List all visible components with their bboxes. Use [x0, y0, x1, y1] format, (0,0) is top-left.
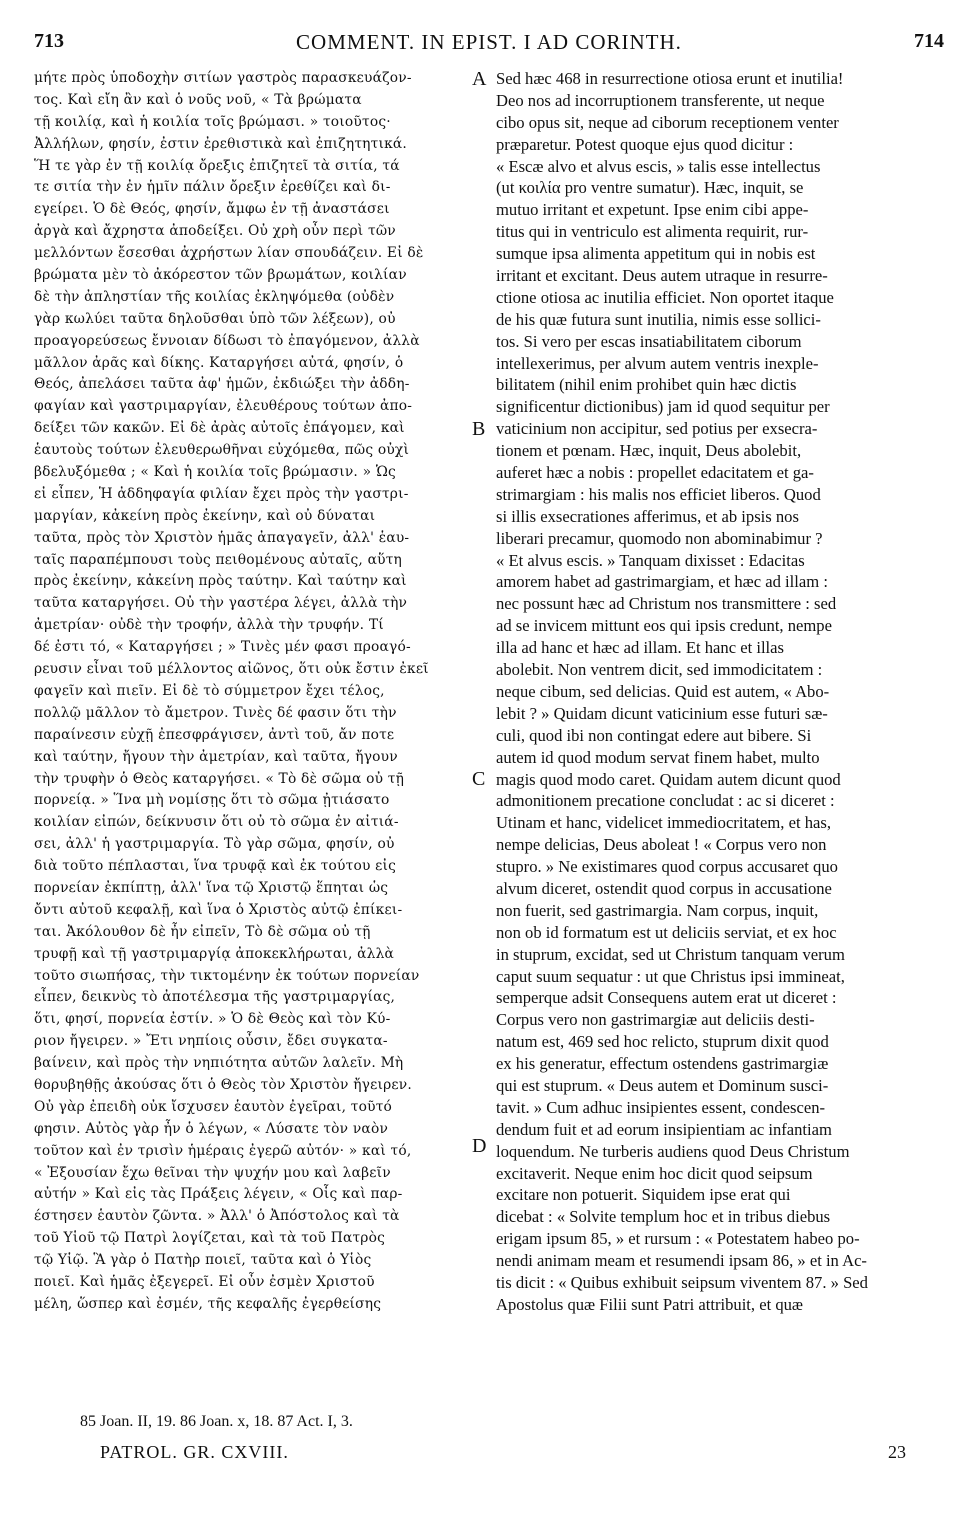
latin-text-line: si illis exsecrationes afferimus, et ab ipsis nos: [496, 506, 799, 526]
greek-text-line: ποιεῖ. Καὶ ἡμᾶς ἐξεγερεῖ. Εἰ οὖν ἐσμὲν Χριστοῦ: [34, 1273, 375, 1290]
latin-text-line: strimargiam : his malis nos efficiet liberos. Quod: [496, 484, 821, 504]
latin-text-line: bilitatem (nihil enim prohibet quin hæc dictis: [496, 375, 797, 395]
greek-text-line: ταῦτα καταργήσει. Οὐ τὴν γαστέρα λέγει, ἀλλὰ τὴν: [34, 595, 408, 612]
latin-text-line: semperque adsit Consequens autem erat ut diceret :: [496, 988, 837, 1008]
greek-text-line: Ἥ τε γὰρ ἐν τῇ κοιλίᾳ ὄρεξις ἐπιζητεῖ τὰ σιτία, τά: [34, 157, 400, 174]
latin-text-line: loquendum. Ne turberis audiens quod Deus Christum: [496, 1141, 850, 1161]
latin-text-line: qui est stuprum. « Deus autem et Dominum susci-: [496, 1075, 829, 1095]
latin-text-line: liberari precamur, quomodo non abominabimur ?: [496, 528, 823, 548]
running-title: COMMENT. IN EPIST. I AD CORINTH.: [296, 30, 682, 54]
greek-text-line: ἑαυτοὺς τούτων ἐλευθερωθῆναι εὐχόμεθα, πῶς οὐχὶ: [34, 442, 410, 459]
greek-text-line: αὐτήν » Καὶ εἰς τὰς Πράξεις λέγειν, « Οἷς καὶ παρ-: [34, 1186, 403, 1203]
running-header: [34, 30, 944, 60]
greek-text-line: τὴν τρυφὴν ὁ Θεὸς καταργήσει. « Τὸ δὲ σῶμα οὐ τῇ: [34, 770, 405, 787]
latin-text-line: titus qui in ventriculo est alimenta requirit, rur-: [496, 222, 809, 242]
greek-text-line: μελλόντων ἔσεσθαι ἀχρήστων λίαν σπουδάζειν. Εἰ δὲ: [34, 245, 424, 262]
greek-text-line: προαγορεύσεως ἔννοιαν δίδωσι τὸ ἐπαγόμενον, ἀλλὰ: [34, 332, 420, 349]
greek-text-line: ται. Ἀκόλουθον δὲ ἦν εἰπεῖν, Τὸ δὲ σῶμα οὐ τῇ: [34, 923, 371, 940]
latin-text-line: mutuo irritant et expetunt. Ipse enim cibi appe-: [496, 200, 809, 220]
latin-text-line: Apostolus quæ Filii sunt Patri attribuit, et quæ: [496, 1294, 804, 1314]
latin-text-line: Sed hæc 468 in resurrectione otiosa erunt et inutilia!: [496, 69, 844, 88]
greek-text-line: φαγίαν καὶ γαστριμαργίαν, ἐλευθέρους τούτων ἀπο-: [34, 398, 413, 415]
latin-text-line: in stuprum, excidat, sed ut Christum tanquam verum: [496, 944, 845, 964]
footnotes: 85 Joan. II, 19. 86 Joan. x, 18. 87 Act. I, 3.: [80, 1413, 353, 1430]
greek-text-line: εἰ εἶπεν, Ἡ ἀδδηφαγία φιλίαν ἔχει πρὸς τὴν γαστρι-: [34, 485, 409, 502]
greek-text-line: Ἀλλήλων, φησίν, ἐστιν ἐρεθιστικὰ καὶ ἐπιζητητικά.: [34, 135, 408, 152]
greek-text-line: παραίνεσιν εὐχῇ ἐπεσφράγισεν, ἀντὶ τοῦ, ἄν ποτε: [34, 726, 395, 743]
greek-text-line: διὰ τοῦτο πέπλασται, ἵνα τρυφᾷ καὶ ἐκ τούτου εἰς: [34, 858, 397, 875]
latin-text-line: tionem et pœnam. Hæc, inquit, Deus abolebit,: [496, 441, 802, 461]
greek-text-line: τοῦ Υἱοῦ τῷ Πατρὶ λογίζεται, καὶ τὰ τοῦ Πατρὸς: [34, 1230, 386, 1247]
margin-marker-c: C: [472, 768, 486, 790]
latin-text-line: erigam ipsum 85, » et rursum : « Potestatem habeo po-: [496, 1229, 860, 1249]
greek-text-line: ρευσιν εἶναι τοῦ μέλλοντος αἰῶνος, ὅτι οὐκ ἔστιν ἐκεῖ: [34, 661, 429, 678]
latin-text-line: Deo nos ad incorruptionem transferente, ut neque: [496, 90, 825, 110]
latin-text-line: nec possunt hæc ad Christum nos transmittere : sed: [496, 594, 837, 614]
greek-text-line: τοῦτο σιωπήσας, τὴν τικτομένην ἐκ τούτων πορνείαν: [34, 967, 420, 984]
latin-text-line: « Escæ alvo et alvus escis, » talis esse intellectus: [496, 156, 821, 176]
latin-text-line: excitaverit. Neque enim hoc dicit quod seipsum: [496, 1163, 813, 1183]
latin-text-line: lebit ? » Quidam dicunt vaticinium esse futuri sæ-: [496, 703, 828, 723]
latin-text-line: cibo opus sit, neque ad ciborum receptionem venter: [496, 112, 839, 132]
greek-text-line: ἀμετρίαν· οὐδὲ τὴν τροφήν, ἀλλὰ τὴν τρυφήν. Τί: [34, 617, 384, 634]
page-number-left: 713: [34, 30, 64, 52]
greek-text-line: πορνείαν ἐκπίπτῃ, ἀλλ' ἵνα τῷ Χριστῷ ἕπηται ὡς: [34, 879, 389, 896]
greek-text-line: κοιλίαν εἰπών, δείκνυσιν ὅτι οὐ τὸ σῶμα ἐν αἰτιά-: [34, 814, 399, 831]
latin-text-line: excitare non potuerit. Siquidem ipse erat qui: [496, 1185, 791, 1205]
latin-text-line: non fuerit, sed gastrimargia. Nam corpus, inquit,: [496, 900, 819, 920]
latin-text-line: stupro. » Ne existimares quod corpus accusaret quo: [496, 857, 838, 877]
greek-text-line: πορνείᾳ. » Ἵνα μὴ νομίσῃς ὅτι τὸ σῶμα ᾐτιάσατο: [34, 792, 390, 809]
latin-text-line: ad se invicem mittunt eos qui ipsis credunt, nempe: [496, 616, 832, 636]
greek-text-line: έστησεν ἑαυτὸν ζῶντα. » Ἀλλ' ὁ Ἀπόστολος καὶ τὰ: [34, 1208, 400, 1225]
greek-text-line: « Ἐξουσίαν ἔχω θεῖναι τὴν ψυχήν μου καὶ λαβεῖν: [34, 1164, 391, 1181]
margin-marker-b: B: [472, 418, 486, 440]
greek-text-line: μήτε πρὸς ὑποδοχὴν σιτίων γαστρὸς παρασκευάζον-: [34, 70, 412, 86]
greek-text-line: ταῖς παραπέμπουσι τοὺς πειθομένους αὐταῖς, αὕτη: [34, 551, 402, 568]
latin-text-line: irritant et excitant. Deus autem utraque in resurre-: [496, 266, 828, 286]
page-footer: [100, 1442, 906, 1470]
greek-text-line: βρώματα μὲν τὸ ἀκόρεστον τῶν βρωμάτων, κοιλίαν: [34, 267, 407, 284]
greek-text-line: ὅτι, φησί, πορνεία ἐστίν. » Ὁ δὲ Θεὸς καὶ τὸν Κύ-: [34, 1011, 391, 1028]
latin-text-line: tos. Si vero per escas insatiabilitatem ciborum: [496, 331, 802, 351]
greek-text-line: δέ ἐστι τό, « Καταργήσει ; » Τινὲς μέν φασι προαγό-: [34, 639, 411, 656]
latin-text-line: intellexerimus, per alvum autem ventris inexple-: [496, 353, 819, 373]
latin-text-line: tavit. » Cum adhuc insipientes essent, condescen-: [496, 1097, 826, 1117]
latin-text-line: significentur dictionibus) jam id quod sequitur per: [496, 397, 830, 417]
greek-text-line: πολλῷ μᾶλλον τὸ ἄμετρον. Τινὲς δέ φασιν ὅτι τὴν: [34, 704, 397, 721]
latin-text-line: sumque ipsa alimenta appetitum qui in nobis est: [496, 244, 816, 264]
latin-text-line: dendum fuit et ad eorum insipientiam ac infantiam: [496, 1119, 832, 1139]
latin-text-line: Corpus vero non gastrimargiæ aut deliciis desti-: [496, 1010, 815, 1030]
latin-text-line: magis quod modo caret. Quidam autem dicunt quod: [496, 769, 841, 789]
greek-text-line: σει, ἀλλ' ἡ γαστριμαργία. Τὸ γὰρ σῶμα, φησίν, οὐ: [34, 836, 395, 853]
greek-text-line: μαργίαν, κἀκείνη πρὸς ἐκείνην, καὶ οὐ δύναται: [34, 507, 376, 524]
latin-text-line: alvum diceret, ostendit quod corpus in accusatione: [496, 878, 832, 898]
latin-text-line: præparetur. Potest quoque ejus quod dicitur :: [496, 134, 794, 154]
greek-text-line: Οὐ γὰρ ἐπειδὴ οὐκ ἴσχυσεν ἑαυτὸν ἐγεῖραι, τοῦτό: [34, 1098, 393, 1115]
greek-text-line: βδελυξόμεθα ; « Καὶ ἡ κοιλία τοῖς βρώμασιν. » Ὡς: [34, 464, 396, 481]
greek-text-line: ριον ἤγειρεν. » Ἔτι νηπίοις οὖσιν, ἔδει συγκατα-: [34, 1033, 388, 1050]
greek-text-line: καὶ ταύτην, ἤγουν τὴν ἀμετρίαν, καὶ ταῦτα, ἤγουν: [34, 748, 398, 765]
latin-text-line: Utinam et hanc, videlicet immediocritatem, et has,: [496, 813, 831, 833]
latin-text-line: (ut κοιλία pro ventre sumatur). Hæc, inquit, se: [496, 178, 804, 198]
latin-text-line: admonitionem precatione concludat : ac si diceret :: [496, 791, 835, 811]
greek-text-line: ταῦτα, πρὸς τὸν Χριστὸν ἡμᾶς ἀπαγαγεῖν, ἀλλ' ἑαυ-: [34, 529, 410, 546]
latin-text-line: « Et alvus escis. » Tanquam dixisset : Edacitas: [496, 550, 805, 570]
latin-text-line: tis dicit : « Quibus exhibuit seipsum viventem 87. » Sed: [496, 1272, 868, 1292]
greek-text-line: ἀργὰ καὶ ἄχρηστα ἀποδείξει. Οὐ χρὴ οὖν περὶ τῶν: [34, 223, 396, 240]
greek-text-line: Θεός, ἀπελάσει ταῦτα ἀφ' ἡμῶν, ἐκδιώξει τὴν ἀδδη-: [34, 376, 410, 393]
latin-text-line: caput suum sequatur : ut que Christus ipsi immineat,: [496, 966, 845, 986]
latin-text-line: amorem habet ad gastrimargiam, et hæc ad illam :: [496, 572, 828, 592]
latin-text-line: natum est, 469 sed hoc relicto, stuprum dixit quod: [496, 1032, 829, 1052]
greek-text-column: [34, 68, 470, 1316]
page-number-right: 714: [914, 30, 944, 52]
latin-text-line: non ob id formatum est ut deliciis serviat, et ex hoc: [496, 922, 837, 942]
signature-number: 23: [888, 1442, 906, 1462]
latin-text-line: illa ad hanc et hæc ad illam. Et hanc et illas: [496, 638, 784, 658]
latin-text-line: dicebat : « Solvite templum hoc et in tribus diebus: [496, 1207, 831, 1227]
latin-text-line: ctione otiosa ac inutilia efficiet. Non oportet itaque: [496, 287, 834, 307]
latin-text-line: nendi animam meam et resumendi ipsam 86, » et in Ac-: [496, 1251, 867, 1271]
greek-text-line: τοῦτον καὶ ἐν τρισὶν ἡμέραις ἐγερῶ αὐτόν· » καὶ τό,: [34, 1142, 412, 1159]
greek-text-line: μέλη, ὥσπερ καὶ ἐσμέν, τῆς κεφαλῆς ἐγερθείσης: [34, 1295, 382, 1312]
latin-text-line: autem id quod modum servat finem habet, multo: [496, 747, 820, 767]
greek-text-line: τε σιτία τὴν ἐν ἡμῖν πάλιν ὄρεξιν ἐρεθίζει καὶ δι-: [34, 179, 391, 196]
greek-text-line: τος. Καὶ εἴη ἂν καὶ ὁ νοῦς νοῦ, « Τὰ βρώματα: [34, 91, 362, 108]
greek-text-line: δείξει τῶν κακῶν. Εἰ δὲ ἀρὰς αὐτοῖς ἐπάγομεν, καὶ: [34, 420, 405, 437]
greek-text-line: πρὸς ἐκείνην, κἀκείνη πρὸς ταύτην. Καὶ ταύτην καὶ: [34, 573, 407, 590]
greek-text-line: τῇ κοιλίᾳ, καὶ ἡ κοιλία τοῖς βρώμασι. » τοιοῦτος·: [34, 113, 391, 130]
latin-text-line: abolebit. Non ventrem dicit, sed immodicitatem :: [496, 660, 823, 680]
latin-text-line: auferet hæc a nobis : propellet edacitatem et ga-: [496, 463, 814, 483]
greek-text-line: τῷ Υἱῷ. Ἃ γὰρ ὁ Πατὴρ ποιεῖ, ταῦτα καὶ ὁ Υἱὸς: [34, 1252, 372, 1269]
greek-text-line: μᾶλλον ἀρᾶς καὶ δίκης. Καταργήσει αὐτά, φησίν, ὁ: [34, 354, 404, 371]
greek-text-line: θορυβηθῇς ἀκούσας ὅτι ὁ Θεὸς τὸν Χριστὸν ἤγειρεν.: [34, 1076, 412, 1093]
latin-text-line: vaticinium non accipitur, sed potius per exsecra-: [496, 419, 818, 439]
greek-text-line: δὲ τὴν ἀπληστίαν τῆς κοιλίας ἐκληψόμεθα (οὐδὲν: [34, 288, 395, 305]
margin-marker-d: D: [472, 1135, 487, 1157]
greek-text-line: ὄντι αὐτοῦ κεφαλῇ, καὶ ἵνα ὁ Χριστὸς αὐτῷ ἐπίκει-: [34, 901, 403, 918]
greek-text-line: εἶπεν, δεικνὺς τὸ ἀποτέλεσμα τῆς γαστριμαργίας,: [34, 989, 396, 1006]
latin-text-line: ex his generatur, effectum ostendens gastrimargiæ: [496, 1054, 829, 1074]
latin-text-line: neque cibum, sed delicias. Quid est autem, « Abo-: [496, 681, 830, 701]
greek-text-line: βαίνειν, καὶ πρὸς τὴν νηπιότητα αὐτῶν λαλεῖν. Μὴ: [34, 1055, 404, 1072]
greek-text-line: εγείρει. Ὁ δὲ Θεός, φησίν, ἄμφω ἐν τῇ ἀναστάσει: [34, 201, 390, 218]
latin-text-line: de his quæ futura sunt inutilia, nimis esse sollici-: [496, 309, 821, 329]
greek-text-line: φησιν. Αὐτὸς γὰρ ἦν ὁ λέγων, « Λύσατε τὸν ναὸν: [34, 1120, 389, 1137]
latin-text-line: nempe delicias, Deus aboleat ! « Corpus vero non: [496, 835, 827, 855]
greek-text-line: τρυφῇ καὶ τῇ γαστριμαργίᾳ ἀποκεκλήρωται, ἀλλὰ: [34, 945, 395, 962]
margin-marker-a: A: [472, 68, 487, 90]
latin-text-line: culi, quod ibi non contingat edere aut bibere. Si: [496, 725, 812, 745]
greek-text-line: φαγεῖν καὶ πιεῖν. Εἰ δὲ τὸ σύμμετρον ἔχει τέλος,: [34, 682, 385, 699]
latin-text-column: [496, 68, 928, 1316]
greek-text-line: γὰρ κωλύει ταῦτα δηλοῦσθαι ὑπὸ τῶν λέξεων), οὐ: [34, 310, 396, 327]
volume-label: PATROL. GR. CXVIII.: [100, 1442, 289, 1462]
